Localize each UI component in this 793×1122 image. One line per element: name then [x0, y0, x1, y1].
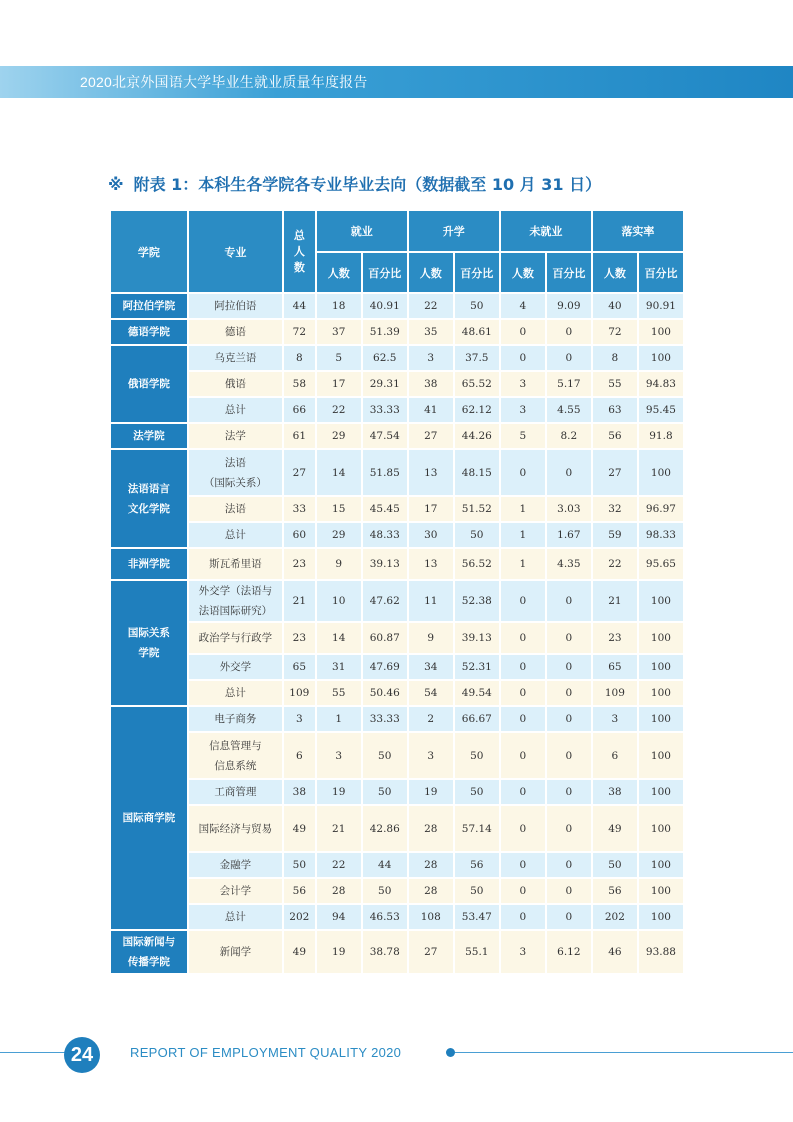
cell-stu-p: 55.1: [455, 931, 499, 973]
major-cell: 法语: [189, 497, 282, 521]
table-row: [111, 497, 683, 521]
major-cell: 金融学: [189, 853, 282, 877]
cell-stu-p: 65.52: [455, 372, 499, 396]
table-row: [111, 780, 683, 804]
major-cell: 会计学: [189, 879, 282, 903]
cell-une-p: 0: [547, 623, 591, 653]
cell-emp-p: 50: [363, 733, 407, 778]
header-unemployed: 未就业: [501, 211, 591, 251]
cell-pl-n: 55: [593, 372, 637, 396]
cell-une-n: 0: [501, 806, 545, 851]
cell-emp-n: 18: [317, 294, 361, 318]
cell-pl-n: 22: [593, 549, 637, 579]
header-percent: 百分比: [639, 253, 683, 292]
cell-pl-n: 65: [593, 655, 637, 679]
cell-emp-n: 19: [317, 931, 361, 973]
cell-une-n: 0: [501, 707, 545, 731]
cell-une-p: 0: [547, 905, 591, 929]
cell-pl-p: 100: [639, 905, 683, 929]
college-name: 国际商学院: [122, 812, 176, 824]
cell-pl-n: 32: [593, 497, 637, 521]
college-cell: [111, 424, 187, 448]
cell-une-p: 4.55: [547, 398, 591, 422]
cell-pl-p: 100: [639, 581, 683, 621]
cell-une-p: 0: [547, 655, 591, 679]
cell-une-n: 3: [501, 372, 545, 396]
cell-stu-n: 13: [409, 450, 453, 495]
cell-stu-n: 3: [409, 733, 453, 778]
cell-emp-p: 47.69: [363, 655, 407, 679]
cell-une-n: 0: [501, 623, 545, 653]
header-college: 学院: [111, 211, 187, 292]
cell-total: 66: [284, 398, 315, 422]
cell-total: 21: [284, 581, 315, 621]
cell-une-n: 1: [501, 523, 545, 547]
header-count: 人数: [501, 253, 545, 292]
cell-une-p: 1.67: [547, 523, 591, 547]
cell-emp-n: 21: [317, 806, 361, 851]
cell-une-n: 0: [501, 655, 545, 679]
cell-stu-n: 13: [409, 549, 453, 579]
cell-pl-n: 56: [593, 424, 637, 448]
cell-stu-p: 50: [455, 294, 499, 318]
college-name: 非洲学院: [127, 558, 170, 570]
cell-stu-n: 35: [409, 320, 453, 344]
cell-emp-n: 1: [317, 707, 361, 731]
cell-emp-n: 22: [317, 398, 361, 422]
header-count: 人数: [317, 253, 361, 292]
cell-pl-p: 91.8: [639, 424, 683, 448]
cell-une-n: 0: [501, 581, 545, 621]
table-row: [111, 879, 683, 903]
college-cell: [111, 931, 187, 973]
cell-pl-p: 100: [639, 320, 683, 344]
cell-pl-p: 94.83: [639, 372, 683, 396]
college-cell: [111, 707, 187, 929]
cell-emp-n: 19: [317, 780, 361, 804]
cell-pl-p: 100: [639, 623, 683, 653]
cell-stu-n: 34: [409, 655, 453, 679]
cell-stu-n: 28: [409, 806, 453, 851]
college-name: 法学院: [133, 430, 165, 442]
header-count: 人数: [593, 253, 637, 292]
cell-stu-n: 27: [409, 931, 453, 973]
major-cell: 总计: [189, 905, 282, 929]
header-total: [284, 211, 315, 292]
cell-une-p: 8.2: [547, 424, 591, 448]
cell-stu-p: 56: [455, 853, 499, 877]
cell-emp-p: 33.33: [363, 707, 407, 731]
cell-pl-n: 8: [593, 346, 637, 370]
cell-emp-p: 33.33: [363, 398, 407, 422]
major-cell: 总计: [189, 523, 282, 547]
cell-une-p: 9.09: [547, 294, 591, 318]
footer-dot-icon: [446, 1048, 455, 1057]
cell-total: 6: [284, 733, 315, 778]
cell-une-p: 0: [547, 450, 591, 495]
table-row: [111, 853, 683, 877]
cell-une-p: 6.12: [547, 931, 591, 973]
cell-emp-p: 40.91: [363, 294, 407, 318]
cell-emp-p: 50.46: [363, 681, 407, 705]
header-percent: 百分比: [547, 253, 591, 292]
cell-stu-n: 17: [409, 497, 453, 521]
cell-pl-n: 202: [593, 905, 637, 929]
cell-stu-p: 51.52: [455, 497, 499, 521]
cell-stu-p: 50: [455, 780, 499, 804]
report-header-title: 2020北京外国语大学毕业生就业质量年度报告: [80, 74, 368, 90]
cell-une-p: 3.03: [547, 497, 591, 521]
cell-pl-n: 3: [593, 707, 637, 731]
cell-emp-p: 29.31: [363, 372, 407, 396]
cell-stu-n: 3: [409, 346, 453, 370]
cell-pl-p: 100: [639, 707, 683, 731]
cell-une-p: 0: [547, 879, 591, 903]
header-further-study: 升学: [409, 211, 499, 251]
cell-emp-n: 5: [317, 346, 361, 370]
cell-stu-n: 27: [409, 424, 453, 448]
major-cell: [189, 581, 282, 621]
cell-emp-p: 50: [363, 879, 407, 903]
cell-total: 50: [284, 853, 315, 877]
cell-emp-p: 42.86: [363, 806, 407, 851]
cell-stu-p: 37.5: [455, 346, 499, 370]
table-row: [111, 294, 683, 318]
cell-emp-n: 10: [317, 581, 361, 621]
cell-stu-n: 11: [409, 581, 453, 621]
cell-pl-p: 100: [639, 879, 683, 903]
major-name-line: （国际关系）: [203, 476, 267, 489]
table-row: [111, 681, 683, 705]
cell-une-p: 0: [547, 707, 591, 731]
cell-emp-p: 47.54: [363, 424, 407, 448]
cell-pl-n: 49: [593, 806, 637, 851]
cell-pl-n: 40: [593, 294, 637, 318]
cell-emp-n: 14: [317, 623, 361, 653]
college-cell: [111, 450, 187, 547]
cell-emp-n: 15: [317, 497, 361, 521]
table-row: [111, 450, 683, 495]
college-name-line: 学院: [138, 647, 160, 659]
college-name: 俄语学院: [127, 378, 170, 390]
header-percent: 百分比: [455, 253, 499, 292]
cell-emp-n: 9: [317, 549, 361, 579]
cell-emp-p: 51.85: [363, 450, 407, 495]
cell-une-p: 0: [547, 681, 591, 705]
cell-une-p: 0: [547, 853, 591, 877]
major-cell: 政治学与行政学: [189, 623, 282, 653]
major-cell: 总计: [189, 398, 282, 422]
cell-une-n: 0: [501, 320, 545, 344]
cell-total: 49: [284, 806, 315, 851]
cell-pl-p: 100: [639, 346, 683, 370]
major-cell: 总计: [189, 681, 282, 705]
cell-une-n: 0: [501, 346, 545, 370]
table-row: [111, 707, 683, 731]
cell-stu-p: 48.15: [455, 450, 499, 495]
cell-stu-n: 41: [409, 398, 453, 422]
cell-emp-p: 50: [363, 780, 407, 804]
table-row: [111, 549, 683, 579]
cell-stu-p: 50: [455, 523, 499, 547]
cell-total: 60: [284, 523, 315, 547]
cell-pl-p: 95.45: [639, 398, 683, 422]
cell-total: 109: [284, 681, 315, 705]
college-name-line: 国际新闻与: [122, 936, 176, 948]
college-cell: [111, 294, 187, 318]
major-cell: 工商管理: [189, 780, 282, 804]
cell-pl-p: 90.91: [639, 294, 683, 318]
cell-stu-p: 48.61: [455, 320, 499, 344]
major-cell: 斯瓦希里语: [189, 549, 282, 579]
cell-une-n: 4: [501, 294, 545, 318]
table-row: [111, 523, 683, 547]
major-cell: 新闻学: [189, 931, 282, 973]
cell-emp-n: 22: [317, 853, 361, 877]
cell-stu-p: 52.31: [455, 655, 499, 679]
cell-total: 8: [284, 346, 315, 370]
cell-une-n: 1: [501, 549, 545, 579]
cell-total: 49: [284, 931, 315, 973]
cell-emp-p: 39.13: [363, 549, 407, 579]
cell-stu-p: 57.14: [455, 806, 499, 851]
college-name-line: 传播学院: [127, 956, 170, 968]
college-name-line: 文化学院: [127, 502, 170, 515]
college-cell: [111, 549, 187, 579]
cell-emp-p: 46.53: [363, 905, 407, 929]
cell-stu-n: 22: [409, 294, 453, 318]
cell-pl-n: 6: [593, 733, 637, 778]
cell-total: 23: [284, 623, 315, 653]
cell-pl-n: 72: [593, 320, 637, 344]
cell-emp-p: 44: [363, 853, 407, 877]
cell-stu-n: 108: [409, 905, 453, 929]
cell-total: 27: [284, 450, 315, 495]
cell-total: 44: [284, 294, 315, 318]
college-name: 阿拉伯学院: [122, 300, 176, 312]
cell-une-n: 0: [501, 450, 545, 495]
cell-une-p: 4.35: [547, 549, 591, 579]
cell-stu-p: 52.38: [455, 581, 499, 621]
cell-emp-p: 47.62: [363, 581, 407, 621]
table-row: [111, 320, 683, 344]
cell-total: 65: [284, 655, 315, 679]
major-name-line: 信息管理与: [209, 739, 262, 752]
cell-pl-p: 100: [639, 655, 683, 679]
cell-une-n: 0: [501, 879, 545, 903]
table-row: [111, 623, 683, 653]
major-name-line: 信息系统: [214, 759, 257, 772]
cell-total: 33: [284, 497, 315, 521]
cell-pl-p: 96.97: [639, 497, 683, 521]
major-cell: 外交学: [189, 655, 282, 679]
cell-stu-p: 53.47: [455, 905, 499, 929]
cell-pl-n: 63: [593, 398, 637, 422]
cell-total: 23: [284, 549, 315, 579]
college-name-line: 国际关系: [127, 627, 170, 639]
cell-total: 3: [284, 707, 315, 731]
cell-une-n: 0: [501, 780, 545, 804]
cell-emp-p: 45.45: [363, 497, 407, 521]
cell-stu-n: 38: [409, 372, 453, 396]
cell-une-p: 5.17: [547, 372, 591, 396]
table-row: [111, 346, 683, 370]
major-cell: [189, 733, 282, 778]
cell-une-n: 0: [501, 733, 545, 778]
cell-emp-n: 14: [317, 450, 361, 495]
cell-emp-p: 51.39: [363, 320, 407, 344]
cell-pl-p: 95.65: [639, 549, 683, 579]
cell-total: 72: [284, 320, 315, 344]
cell-emp-p: 48.33: [363, 523, 407, 547]
cell-stu-n: 2: [409, 707, 453, 731]
cell-pl-n: 21: [593, 581, 637, 621]
table-row: [111, 398, 683, 422]
major-cell: 法学: [189, 424, 282, 448]
cell-une-p: 0: [547, 806, 591, 851]
cell-emp-n: 29: [317, 424, 361, 448]
cell-stu-p: 39.13: [455, 623, 499, 653]
cell-pl-p: 100: [639, 806, 683, 851]
cell-stu-n: 19: [409, 780, 453, 804]
cell-total: 61: [284, 424, 315, 448]
cell-pl-p: 100: [639, 450, 683, 495]
cell-emp-n: 29: [317, 523, 361, 547]
major-name-line: 外交学（法语与: [198, 585, 273, 597]
cell-une-n: 3: [501, 931, 545, 973]
cell-stu-n: 28: [409, 853, 453, 877]
cell-pl-p: 100: [639, 681, 683, 705]
header-employed: 就业: [317, 211, 407, 251]
graduate-destination-table: [109, 209, 685, 975]
cell-stu-p: 62.12: [455, 398, 499, 422]
header-major: 专业: [189, 211, 282, 292]
header-percent: 百分比: [363, 253, 407, 292]
table-row: [111, 733, 683, 778]
cell-une-n: 0: [501, 905, 545, 929]
cell-pl-n: 109: [593, 681, 637, 705]
cell-total: 38: [284, 780, 315, 804]
cell-une-p: 0: [547, 581, 591, 621]
cell-stu-p: 50: [455, 879, 499, 903]
college-cell: [111, 581, 187, 705]
table-row: [111, 806, 683, 851]
table-title-text: 附表 1：本科生各学院各专业毕业去向（数据截至 10 月 31 日）: [133, 175, 602, 194]
cell-pl-n: 50: [593, 853, 637, 877]
cell-pl-p: 93.88: [639, 931, 683, 973]
footer-rule-right: [455, 1052, 793, 1053]
major-cell: 阿拉伯语: [189, 294, 282, 318]
header-placement-rate: 落实率: [593, 211, 683, 251]
cell-emp-n: 55: [317, 681, 361, 705]
cell-total: 56: [284, 879, 315, 903]
table-row: [111, 581, 683, 621]
cell-pl-n: 27: [593, 450, 637, 495]
table-row: [111, 931, 683, 973]
cell-pl-n: 46: [593, 931, 637, 973]
cell-stu-p: 56.52: [455, 549, 499, 579]
cell-total: 202: [284, 905, 315, 929]
cell-une-n: 3: [501, 398, 545, 422]
major-cell: 德语: [189, 320, 282, 344]
major-cell: 俄语: [189, 372, 282, 396]
major-cell: 乌克兰语: [189, 346, 282, 370]
cell-une-n: 1: [501, 497, 545, 521]
cell-emp-p: 38.78: [363, 931, 407, 973]
table-row: [111, 372, 683, 396]
cell-emp-n: 17: [317, 372, 361, 396]
cell-pl-p: 100: [639, 780, 683, 804]
major-cell: 国际经济与贸易: [189, 806, 282, 851]
table-title: [108, 172, 601, 195]
cell-pl-n: 56: [593, 879, 637, 903]
cell-emp-n: 94: [317, 905, 361, 929]
major-cell: 电子商务: [189, 707, 282, 731]
table-row: [111, 424, 683, 448]
cell-emp-n: 31: [317, 655, 361, 679]
cell-une-p: 0: [547, 320, 591, 344]
header-total-text: 总 人 数: [293, 228, 305, 274]
college-cell: [111, 320, 187, 344]
table-row: [111, 655, 683, 679]
college-name: 德语学院: [127, 326, 170, 338]
cell-une-n: 5: [501, 424, 545, 448]
cell-emp-n: 28: [317, 879, 361, 903]
cell-une-p: 0: [547, 733, 591, 778]
footer-rule-left: [0, 1052, 66, 1053]
cell-stu-n: 30: [409, 523, 453, 547]
cell-pl-n: 59: [593, 523, 637, 547]
cell-stu-p: 44.26: [455, 424, 499, 448]
cell-stu-n: 28: [409, 879, 453, 903]
cell-une-p: 0: [547, 346, 591, 370]
cell-stu-p: 50: [455, 733, 499, 778]
table-row: [111, 905, 683, 929]
cell-une-n: 0: [501, 681, 545, 705]
cell-stu-p: 49.54: [455, 681, 499, 705]
college-cell: [111, 346, 187, 422]
cell-stu-p: 66.67: [455, 707, 499, 731]
cell-emp-n: 3: [317, 733, 361, 778]
cell-emp-p: 62.5: [363, 346, 407, 370]
cell-stu-n: 9: [409, 623, 453, 653]
cell-total: 58: [284, 372, 315, 396]
cell-pl-n: 23: [593, 623, 637, 653]
major-name-line: 法语国际研究）: [198, 605, 273, 617]
cell-pl-p: 100: [639, 853, 683, 877]
footer-report-title: REPORT OF EMPLOYMENT QUALITY 2020: [130, 1045, 402, 1060]
cell-pl-n: 38: [593, 780, 637, 804]
major-name-line: 法语: [224, 456, 246, 469]
page-number-badge: 24: [64, 1037, 100, 1073]
cell-pl-p: 100: [639, 733, 683, 778]
cell-une-n: 0: [501, 853, 545, 877]
cell-emp-p: 60.87: [363, 623, 407, 653]
cell-emp-n: 37: [317, 320, 361, 344]
cell-stu-n: 54: [409, 681, 453, 705]
header-count: 人数: [409, 253, 453, 292]
college-name-line: 法语语言: [127, 482, 170, 495]
cell-pl-p: 98.33: [639, 523, 683, 547]
cell-une-p: 0: [547, 780, 591, 804]
major-cell: [189, 450, 282, 495]
reference-mark-icon: ※: [108, 175, 124, 194]
